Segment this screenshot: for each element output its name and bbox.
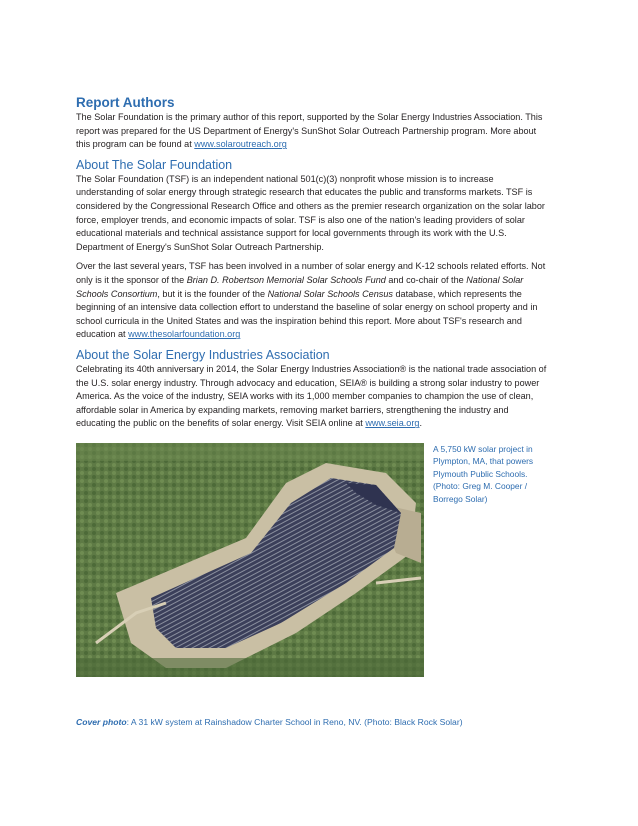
cover-photo-credit xyxy=(76,716,556,728)
photo-caption: A 5,750 kW solar project in Plympton, MA, that powers Plymouth Public Schools. (Photo: Greg M. Cooper / Borrego Solar) xyxy=(433,444,534,504)
about-tsf-heading: About The Solar Foundation xyxy=(76,157,233,172)
about-tsf-paragraph-1: The Solar Foundation (TSF) is an independent national 501(c)(3) nonprofit whose mission is to increase understanding of solar energy through strategic research that educates the public and transforms markets. TSF is considered by the Congressional Research Office and others as the premier research organization on the solar labor force, employer trends, and economic impacts of solar. TSF is also one of the nation's leading providers of solar educational materials and technical assistance support for local governments through its work with the U.S. Department of Energy's SunShot Solar Outreach Partnership. xyxy=(76,173,545,252)
report-authors-heading: Report Authors xyxy=(76,95,175,110)
seia-link[interactable]: www.seia.org xyxy=(365,418,420,429)
cover-photo-label: Cover photo xyxy=(76,717,127,727)
thesolarfoundation-link[interactable]: www.thesolarfoundation.org xyxy=(128,329,241,340)
cover-photo-text: : A 31 kW system at Rainshadow Charter School in Reno, NV. (Photo: Black Rock Solar) xyxy=(126,717,463,727)
about-tsf-paragraph-2: Over the last several years, TSF has been involved in a number of solar energy and K-12 schools related efforts. Not only is it the sponsor of the Brian D. Robertson Memorial Solar Schools Fund and co-chair of the National Solar Schools Consortium, but it is the founder of the National Solar Schools Census database, which represents the beginning of an intensive data collection effort to understand the baseline of solar energy on school property and in school curricula in the United States and was the inspiration behind this report. More about TSF's research and education at www.thesolarfoundation.org xyxy=(76,261,546,340)
figure xyxy=(76,443,550,677)
report-authors-text: The Solar Foundation is the primary author of this report, supported by the Solar Energy Industries Association. This report was prepared for the US Department of Energy's SunShot Solar Outreach Partnership program. More about this program can be found at www.solaroutreach.org xyxy=(76,112,543,150)
solar-farm-aerial-photo xyxy=(76,443,424,677)
report-body xyxy=(76,94,550,431)
about-seia-heading: About the Solar Energy Industries Association xyxy=(76,347,330,362)
solaroutreach-link[interactable]: www.solaroutreach.org xyxy=(194,139,287,150)
about-seia-text: Celebrating its 40th anniversary in 2014, the Solar Energy Industries Association® is the national trade association of the U.S. solar energy industry. Through advocacy and education, SEIA® is building a strong solar industry to power America. As the voice of the industry, SEIA works with its 1,000 member companies to champion the use of clean, affordable solar in America by expanding markets, removing market barriers, strengthening the industry and educating the public on the benefits of solar energy. Visit SEIA online at www.seia.org. xyxy=(76,363,547,429)
